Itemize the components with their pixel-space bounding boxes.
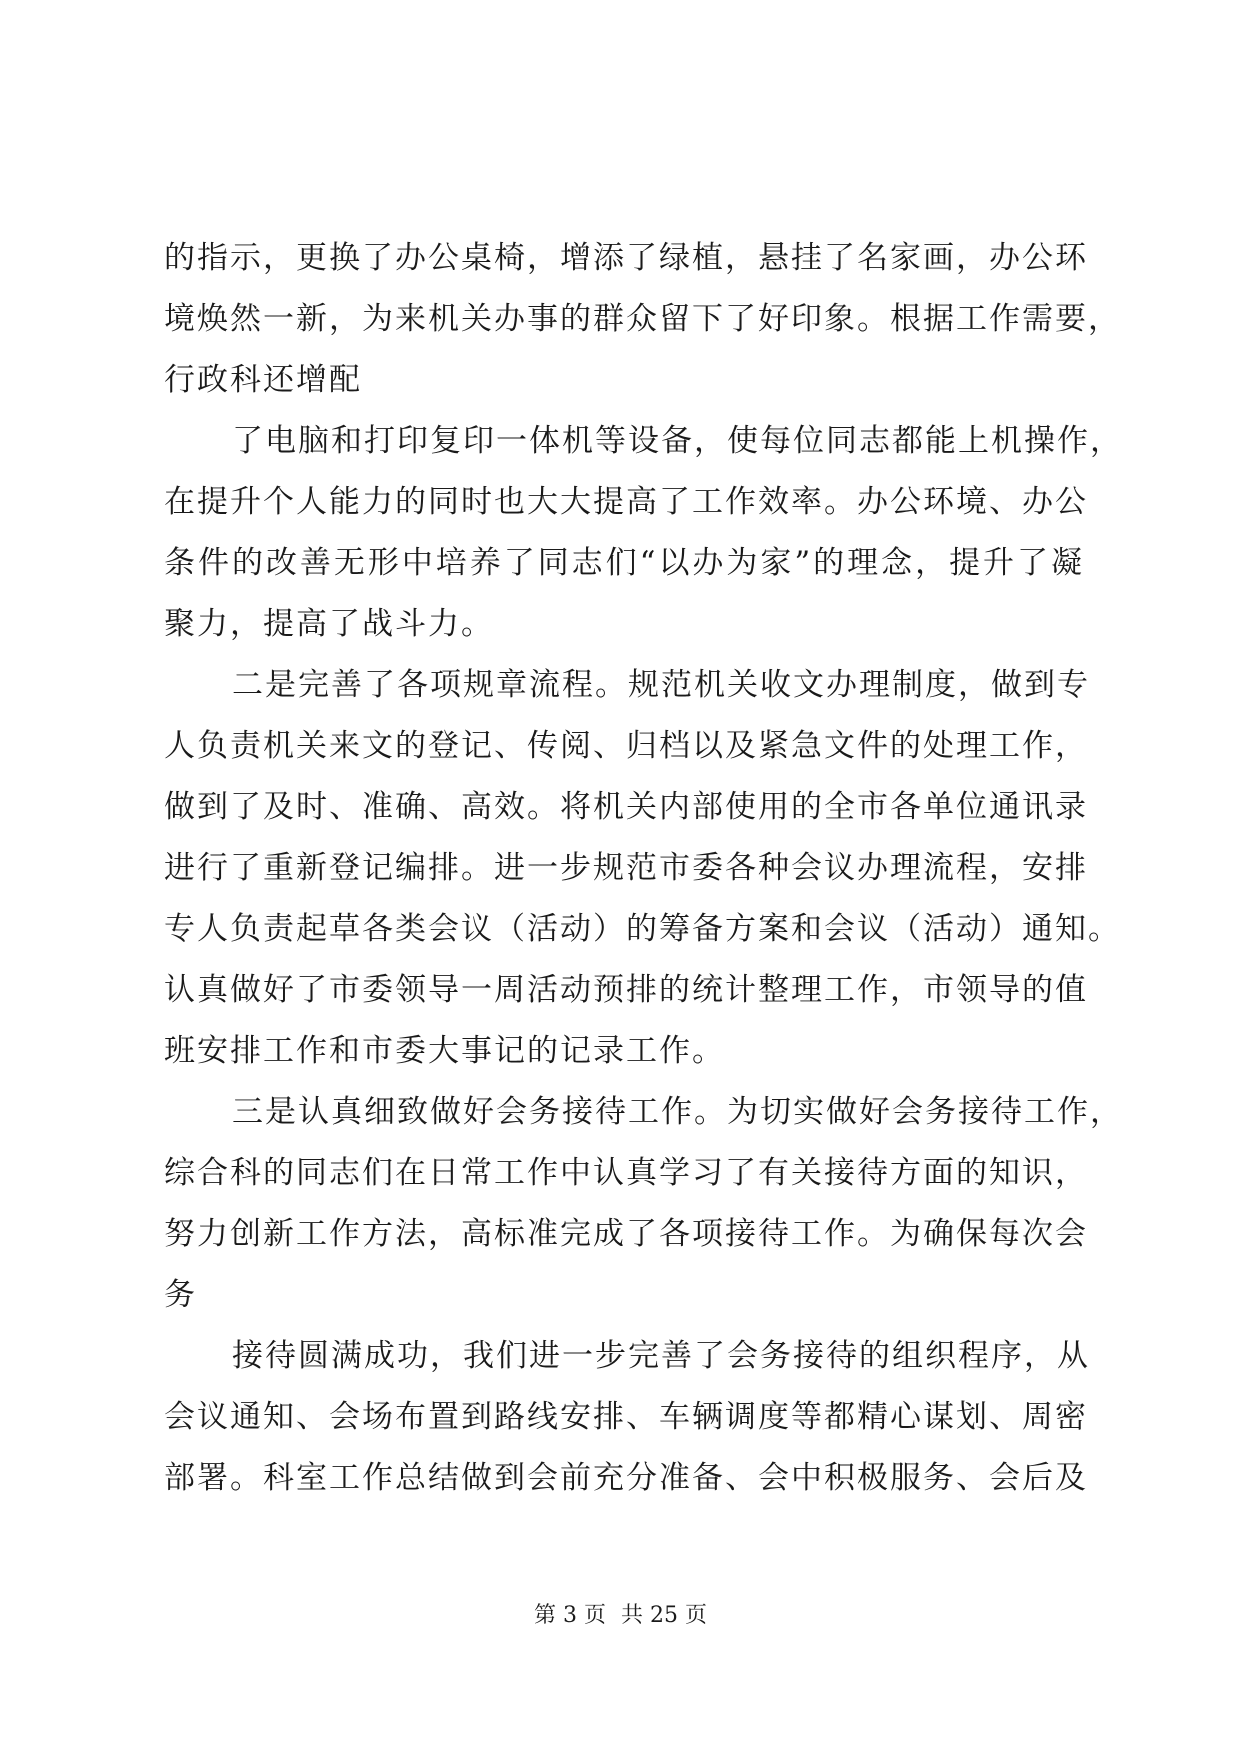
text-line: 努力创新工作方法，高标准完成了各项接待工作。为确保每次会 [164,1216,1088,1252]
text-line: 三是认真细致做好会务接待工作。为切实做好会务接待工作， [232,1094,1123,1130]
text-line: 综合科的同志们在日常工作中认真学习了有关接待方面的知识， [164,1155,1088,1191]
text-line: 在提升个人能力的同时也大大提高了工作效率。办公环境、办公 [164,484,1088,520]
text-line: 了电脑和打印复印一体机等设备，使每位同志都能上机操作， [232,423,1123,459]
text-line: 行政科还增配 [164,362,362,398]
text-line: 认真做好了市委领导一周活动预排的统计整理工作，市领导的值 [164,972,1088,1008]
text-line: 条件的改善无形中培养了同志们“以办为家”的理念，提升了凝 [164,545,1084,581]
text-line: 专人负责起草各类会议（活动）的筹备方案和会议（活动）通知。 [164,911,1121,947]
text-line: 二是完善了各项规章流程。规范机关收文办理制度，做到专 [232,667,1090,703]
text-line: 的指示，更换了办公桌椅，增添了绿植，悬挂了名家画，办公环 [164,240,1088,276]
text-line: 进行了重新登记编排。进一步规范市委各种会议办理流程，安排 [164,850,1088,886]
text-line: 会议通知、会场布置到路线安排、车辆调度等都精心谋划、周密 [164,1399,1088,1435]
text-line: 部署。科室工作总结做到会前充分准备、会中积极服务、会后及 [164,1460,1088,1496]
text-line: 接待圆满成功，我们进一步完善了会务接待的组织程序，从 [232,1338,1090,1374]
text-line: 做到了及时、准确、高效。将机关内部使用的全市各单位通讯录 [164,789,1088,825]
text-line: 班安排工作和市委大事记的记录工作。 [164,1033,725,1069]
text-line: 聚力，提高了战斗力。 [164,606,494,642]
text-line: 务 [164,1277,197,1313]
text-line: 境焕然一新，为来机关办事的群众留下了好印象。根据工作需要， [164,301,1121,337]
body-text [164,228,1123,1509]
page-total: 共 25 页 [621,1603,707,1628]
text-line: 人负责机关来文的登记、传阅、归档以及紧急文件的处理工作， [164,728,1088,764]
page-number: 第 3 页 [534,1603,606,1628]
page-footer [0,1598,1241,1629]
